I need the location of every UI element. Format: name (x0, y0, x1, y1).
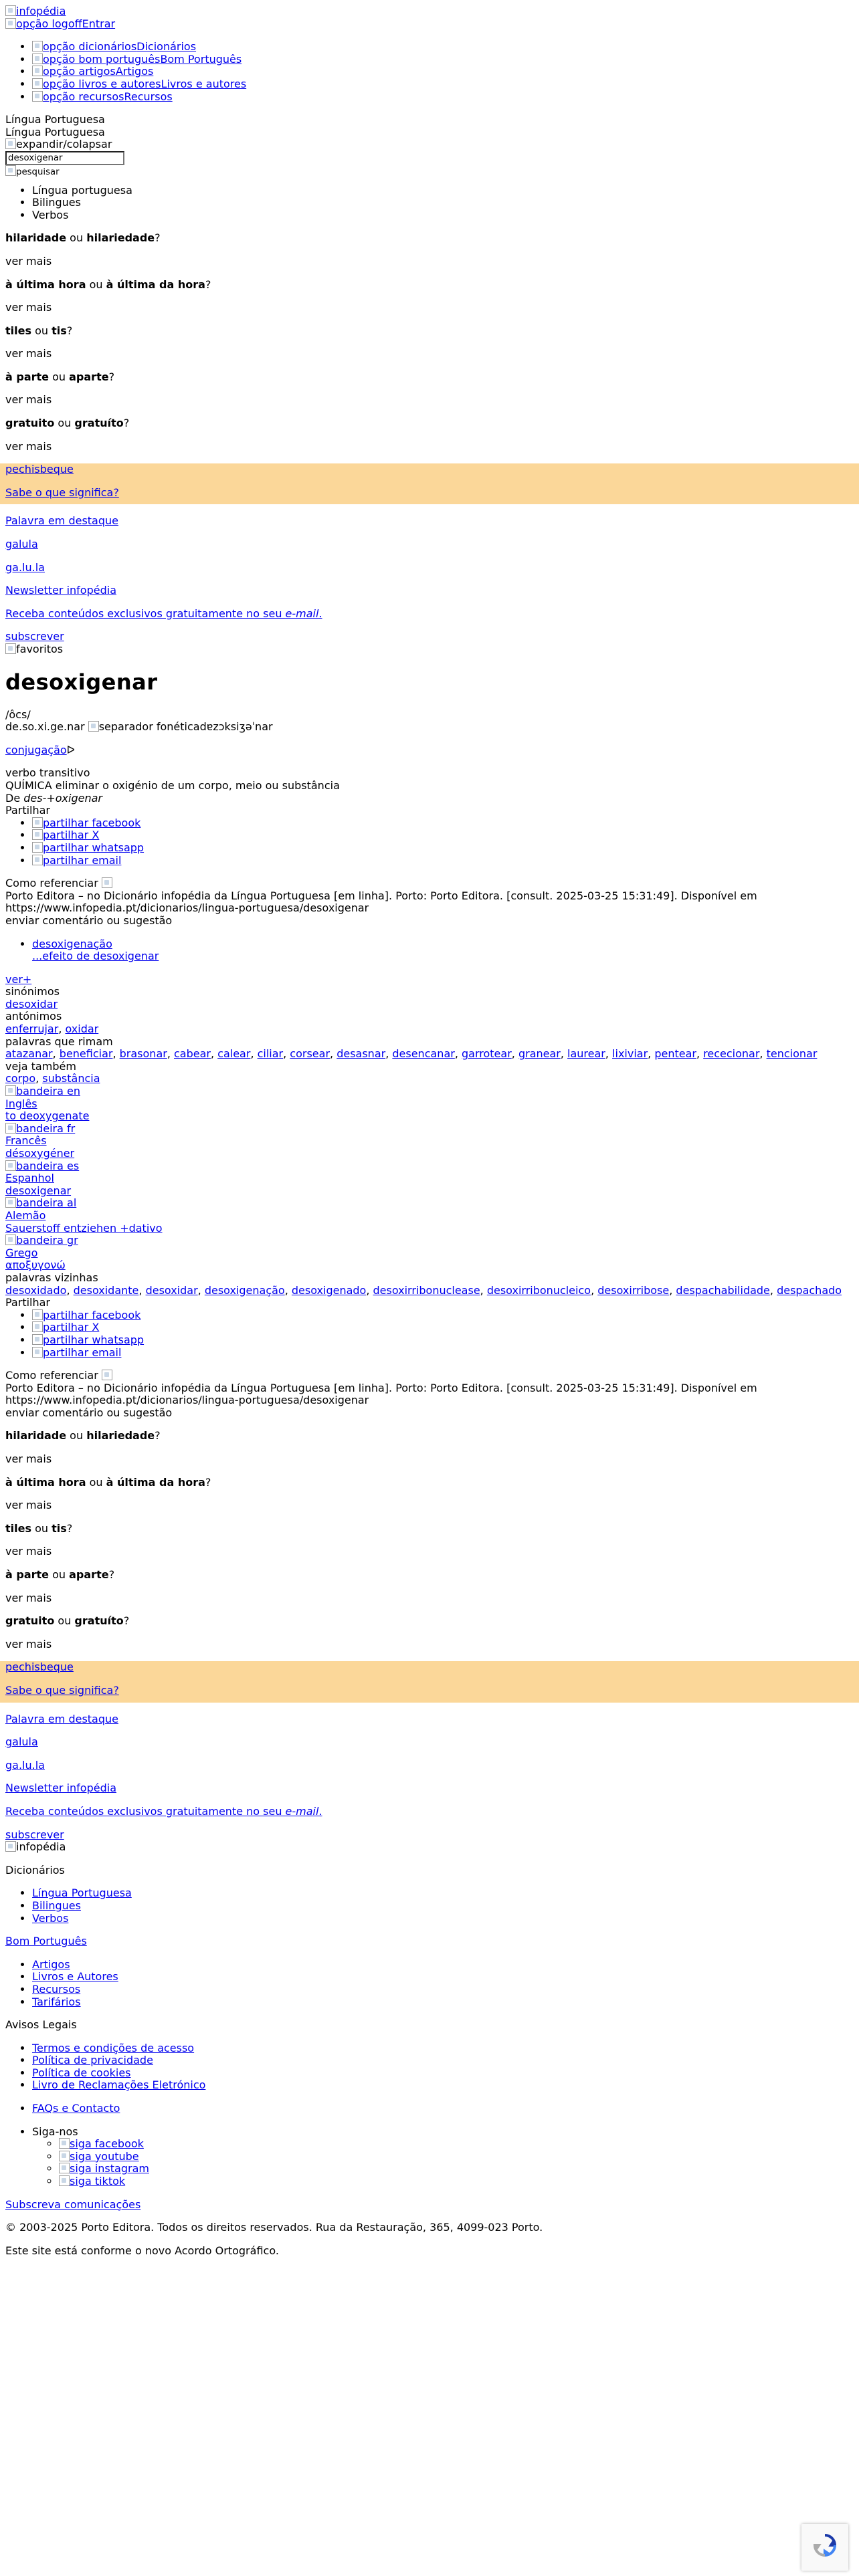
x-icon: partilhar X (32, 829, 99, 841)
synonyms-label: sinónimos (5, 985, 60, 998)
translation-text-en[interactable]: to deoxygenate (5, 1109, 90, 1123)
share-x[interactable] (32, 1321, 99, 1333)
share-email[interactable] (32, 854, 121, 867)
rhyme-link[interactable]: lixiviar (612, 1047, 648, 1061)
footer-logo: infopédia (5, 1840, 66, 1853)
translation-lang-en[interactable]: Inglês (5, 1097, 37, 1110)
quiz-more-button[interactable]: ver mais (5, 1499, 52, 1512)
newsletter-text[interactable]: Receba conteúdos exclusivos gratuitamente no seu e-mail. (5, 1804, 322, 1818)
share-whatsapp[interactable] (32, 1333, 144, 1346)
rhyme-link[interactable]: calear (217, 1047, 251, 1061)
translation-text-fr[interactable]: désoxygéner (5, 1147, 75, 1160)
rhyme-link[interactable]: atazanar (5, 1047, 53, 1061)
share-x[interactable] (32, 829, 99, 841)
quiz-more-button[interactable]: ver mais (5, 393, 52, 407)
footer-link-livros[interactable]: Livros e Autores (32, 1970, 118, 1983)
page-root (5, 0, 854, 2576)
dictionary-selector[interactable]: Língua Portuguesa (5, 113, 105, 126)
book-icon: opção dicionários (32, 40, 136, 53)
subscribe-button[interactable]: subscrever (5, 630, 64, 643)
info-icon (102, 877, 112, 889)
cite-label[interactable]: Como referenciar (5, 877, 854, 890)
translation-flag-al[interactable] (5, 1196, 76, 1209)
footer-link-bom-portugues[interactable]: Bom Português (5, 1935, 87, 1948)
footer-dict-list (5, 1887, 854, 1925)
expand-icon[interactable]: expandir/colapsar (5, 138, 112, 150)
nav-link-recursos[interactable]: opção recursosRecursos (32, 90, 173, 103)
citation-2: Porto Editora – no Dicionário infopédia da Língua Portuguesa [em linha]. Porto: Porto Editora. [consult. 2025-03-25 15:31:49]. Disponível em https://www.infopedia.pt/dicionarios/lingua-portuguesa/desoxigenar (5, 1381, 757, 1407)
quiz-more-button[interactable]: ver mais (5, 254, 52, 267)
nav-item-dicionarios (32, 41, 854, 53)
translation-flag-gr[interactable] (5, 1234, 78, 1247)
translation-flag-es[interactable] (5, 1160, 79, 1172)
subscribe-button[interactable]: subscrever (5, 1828, 64, 1841)
footer-link-lingua[interactable]: Língua Portuguesa (32, 1887, 132, 1900)
quiz-question: gratuito ou gratuíto? (5, 417, 130, 430)
quiz-more-button[interactable]: ver mais (5, 1637, 52, 1650)
favorites-icon[interactable]: favoritos (5, 643, 63, 655)
info-icon (102, 1369, 112, 1382)
footer-link-bilingues[interactable]: Bilingues (32, 1899, 81, 1912)
share-label: Partilhar (5, 804, 50, 817)
see-more-link[interactable]: ver+ (5, 972, 32, 986)
synonym-link[interactable]: desoxidar (5, 997, 58, 1010)
nav-item-recursos (32, 91, 854, 104)
citation: Porto Editora – no Dicionário infopédia da Língua Portuguesa [em linha]. Porto: Porto Editora. [consult. 2025-03-25 15:31:49]. Disponível em https://www.infopedia.pt/dicionarios/lingua-portuguesa/desoxigenar (5, 889, 757, 915)
antonym-link[interactable]: oxidar (65, 1023, 99, 1036)
translation-flag-en[interactable] (5, 1085, 80, 1097)
nav-link-bom-portugues[interactable]: opção bom portuguêsBom Português (32, 53, 242, 66)
rhyme-link[interactable]: beneficiar (59, 1047, 113, 1061)
quiz-question: gratuito ou gratuíto? (5, 1614, 130, 1628)
quiz-more-button[interactable]: ver mais (5, 1591, 52, 1604)
rhymes-label: palavras que rimam (5, 1035, 113, 1048)
neighbor-word-link[interactable]: desoxirribonucleico (486, 1283, 591, 1297)
footer-copyright: © 2003-2025 Porto Editora. Todos os direitos reservados. Rua da Restauração, 365, 4099-023 Porto. (5, 2221, 543, 2234)
quiz-question: à parte ou aparte? (5, 370, 115, 383)
footer-link-reclamacoes[interactable]: Livro de Reclamações Eletrónico (32, 2078, 206, 2092)
see-also-link[interactable]: substância (42, 1072, 100, 1085)
translation-lang-fr[interactable]: Francês (5, 1134, 47, 1148)
newsletter-title[interactable]: Newsletter infopédia (5, 584, 116, 597)
footer-link-tarifarios[interactable]: Tarifários (32, 1995, 81, 2008)
rhyme-link[interactable]: corsear (290, 1047, 330, 1061)
translation-flag-fr[interactable] (5, 1122, 75, 1135)
facebook-icon: partilhar facebook (32, 1309, 140, 1321)
share-facebook[interactable] (32, 817, 140, 829)
challenge-word-link[interactable]: pechisbeque (5, 463, 74, 476)
check-icon: opção bom português (32, 53, 160, 66)
books-icon: opção livros e autores (32, 78, 161, 90)
flag-es-icon: bandeira es (5, 1160, 79, 1172)
footer (5, 1841, 854, 2257)
x-icon: partilhar X (32, 1321, 99, 1333)
translation-lang-es[interactable]: Espanhol (5, 1172, 54, 1185)
definition: QUÍMICA eliminar o oxigénio de um corpo, meio ou substância (5, 778, 340, 792)
follow-facebook[interactable] (59, 2137, 144, 2150)
nav-link-dicionarios[interactable]: opção dicionáriosDicionários (32, 40, 196, 53)
newsletter-text[interactable]: Receba conteúdos exclusivos gratuitamente no seu e-mail. (5, 607, 322, 620)
translation-text-al[interactable]: Sauerstoff entziehen +dativo (5, 1221, 163, 1235)
rhymes-list: atazanar, beneficiar, brasonar, cabear, calear, ciliar, corsear, desasnar, desencanar, garrotear, granear, laurear, lixiviar, pentear, rececionar, tencionar (5, 1047, 818, 1061)
feedback-link[interactable]: enviar comentário ou sugestão (5, 914, 173, 927)
newsletter-title[interactable]: Newsletter infopédia (5, 1782, 116, 1795)
footer-link-faq[interactable]: FAQs e Contacto (32, 2102, 120, 2115)
quiz-more-button[interactable]: ver mais (5, 1453, 52, 1466)
quiz-more-button[interactable]: ver mais (5, 347, 52, 360)
flag-al-icon: bandeira al (5, 1196, 76, 1209)
share-list (5, 817, 854, 867)
dict-option-bilingues[interactable]: • Bilingues (32, 197, 854, 209)
quiz-question: à última hora ou à última da hora? (5, 1475, 211, 1489)
rhyme-link[interactable]: rececionar (703, 1047, 760, 1061)
email-icon: partilhar email (32, 1346, 121, 1359)
challenge-question-link[interactable]: Sabe o que significa? (5, 486, 119, 499)
quiz-question: tiles ou tis? (5, 324, 73, 337)
quiz-question: hilaridade ou hilariedade? (5, 231, 161, 245)
dict-option-verbos[interactable]: • Verbos (32, 209, 854, 222)
search-input[interactable] (5, 151, 124, 165)
dict-option-lingua[interactable]: • Língua portuguesa (32, 185, 854, 197)
quiz-question: à parte ou aparte? (5, 1568, 115, 1582)
feedback-link-2[interactable]: enviar comentário ou sugestão (5, 1406, 173, 1419)
footer-link-privacidade[interactable]: Política de privacidade (32, 2054, 153, 2067)
play-icon[interactable]: ᐅ (66, 743, 75, 756)
flag-en-icon: bandeira en (5, 1085, 80, 1097)
whatsapp-icon: partilhar whatsapp (32, 841, 144, 854)
dictionary-options (5, 185, 854, 222)
quiz-more-button[interactable]: ver mais (5, 1545, 52, 1558)
neighbors-label: palavras vizinhas (5, 1271, 98, 1284)
cite-label-2[interactable]: Como referenciar (5, 1370, 854, 1382)
rhyme-link[interactable]: granear (518, 1047, 561, 1061)
featured-word-label[interactable]: Palavra em destaque (5, 514, 118, 528)
conjugation-link[interactable]: conjugação (5, 743, 67, 756)
featured-word-label[interactable]: Palavra em destaque (5, 1712, 118, 1725)
challenge-question-link[interactable]: Sabe o que significa? (5, 1684, 119, 1697)
share-whatsapp[interactable] (32, 841, 144, 854)
youtube-icon: siga youtube (59, 2150, 139, 2163)
follow-youtube[interactable] (59, 2150, 139, 2163)
quiz-more-button[interactable]: ver mais (5, 301, 52, 314)
footer-faq-list (5, 2103, 854, 2115)
recaptcha-badge[interactable] (801, 2524, 848, 2571)
footer-agreement: Este site está conforme o novo Acordo Ortográfico. (5, 2244, 279, 2257)
neighbor-word-link[interactable]: desoxigenado (291, 1283, 367, 1297)
translation-lang-gr[interactable]: Grego (5, 1246, 38, 1259)
related-term-description[interactable]: ...efeito de desoxigenar (32, 950, 159, 963)
entry: favoritos desoxigenar /ôcs/ de.so.xi.ge.nar separador fonéticadɐzɔksiʒəˈnar conjugaçãoᐅ verbo transitivo QUÍMICA eliminar o oxigénio de um corpo, meio ou substância De des-+oxigenar Partilhar • partilhar facebook • partilhar X • partilhar whatsapp • partilhar email Como referenciar Porto Editora – no Dicionário infopédia da Língua Portuguesa [em linha]. Porto: Porto Editora. [consult. 2025-03-25 15:31:49]. Disponível em https://www.infopedia.pt/dicionarios/lingua-portuguesa/desoxigenar enviar comentário ou sugestão • desoxigenação ...efeito de desoxigenar ver+ sinónimos desoxidar antónimos enferrujar, oxidar palavras que rimam atazanar, beneficiar, brasonar, cabear, calear, ciliar, corsear, desasnar, desencanar, garrotear, granear, laurear, lixiviar, pentear, rececionar, tencionar veja também corpo, substância bandeira en Inglês to deoxygenate bandeira fr Francês désoxygéner bandeira es Espanhol desoxigenar bandeira al Alemão Sauerstoff entziehen +dativo bandeira gr Grego αποξυγονώ palavras vizinhas desoxidado, desoxidante, desoxidar, desoxigenação, desoxigenado, desoxirribonuclease, desoxirribonucleico, desoxirribose, despachabilidade, despachado Partilhar • partilhar facebook • partilhar X • partilhar whatsapp • partilhar email Como referenciar Porto Editora – no Dicionário infopédia da Língua Portuguesa [em linha]. Porto: Porto Editora. [consult. 2025-03-25 15:31:49]. Disponível em https://www.infopedia.pt/dicionarios/lingua-portuguesa/desoxigenar enviar comentário ou sugestão (5, 643, 854, 1419)
user-icon: opção logoff (5, 17, 82, 30)
entry-term: desoxigenar (5, 669, 158, 695)
footer-more-list (5, 1959, 854, 2008)
see-also-link[interactable]: corpo (5, 1072, 36, 1085)
flag-fr-icon: bandeira fr (5, 1122, 75, 1135)
neighbor-word-link[interactable]: desoxidar (145, 1283, 198, 1297)
article-icon: opção artigos (32, 65, 116, 78)
rhyme-link[interactable]: cabear (174, 1047, 211, 1061)
logo-link[interactable] (5, 5, 66, 17)
translations (5, 1085, 854, 1272)
flag-gr-icon: bandeira gr (5, 1234, 78, 1247)
facebook-icon: partilhar facebook (32, 817, 140, 829)
tiktok-icon: siga tiktok (59, 2175, 125, 2187)
neighbor-word-link[interactable]: desoxidante (73, 1283, 139, 1297)
header (5, 5, 854, 221)
rhyme-link[interactable]: laurear (567, 1047, 605, 1061)
footer-social-list (5, 2126, 854, 2188)
login-label: Entrar (82, 17, 116, 30)
footer-link-recursos[interactable]: Recursos (32, 1982, 81, 1996)
quiz-more-button[interactable]: ver mais (5, 439, 52, 453)
pronunciation: de.so.xi.ge.nar separador fonéticadɐzɔksiʒəˈnar (5, 720, 273, 734)
neighbor-word-link[interactable]: despachado (777, 1283, 842, 1297)
nav-item-bom-portugues (32, 53, 854, 66)
neighbor-word-link[interactable]: desoxigenação (204, 1283, 285, 1297)
rhyme-link[interactable]: pentear (654, 1047, 696, 1061)
nav-item-artigos (32, 66, 854, 78)
translation-lang-al[interactable]: Alemão (5, 1208, 46, 1222)
rhyme-link[interactable]: desencanar (392, 1047, 455, 1061)
share-email[interactable] (32, 1346, 121, 1359)
footer-legal-list (5, 2042, 854, 2092)
email-icon: partilhar email (32, 854, 121, 867)
featured-word-syllables[interactable]: ga.lu.la (5, 560, 45, 574)
neighbor-word-link[interactable]: desoxirribonuclease (373, 1283, 480, 1297)
share-label-2: Partilhar (5, 1296, 50, 1309)
facebook-icon: siga facebook (59, 2137, 144, 2150)
footer-link-cookies[interactable]: Política de cookies (32, 2066, 131, 2079)
related-list (5, 938, 854, 963)
neighbor-word-link[interactable]: desoxidado (5, 1283, 67, 1297)
rhyme-link[interactable]: ciliar (257, 1047, 284, 1061)
nav-link-artigos[interactable]: opção artigosArtigos (32, 65, 153, 78)
footer-legal-title: Avisos Legais (5, 2018, 77, 2032)
separator-icon: separador fonética (88, 720, 200, 733)
quiz-question: à última hora ou à última da hora? (5, 278, 211, 291)
neighbors-list: desoxidado, desoxidante, desoxidar, desoxigenação, desoxigenado, desoxirribonuclease, desoxirribonucleico, desoxirribose, despachabilidade, despachado (5, 1283, 842, 1297)
antonym-link[interactable]: enferrujar (5, 1023, 59, 1036)
word-challenge-banner-2 (0, 1661, 859, 1702)
grammar-category: verbo transitivo (5, 766, 90, 780)
footer-subscribe-link[interactable]: Subscreva comunicações (5, 2197, 141, 2211)
related-term[interactable]: desoxigenação (32, 937, 112, 950)
main-nav (5, 41, 854, 103)
phonetic-short: /ôcs/ (5, 708, 31, 721)
follow-instagram[interactable] (59, 2162, 149, 2175)
footer-link-verbos[interactable]: Verbos (32, 1911, 69, 1925)
translation-text-es[interactable]: desoxigenar (5, 1184, 72, 1197)
quiz-list-2 (5, 1430, 854, 1650)
quiz-question: tiles ou tis? (5, 1521, 73, 1535)
search-icon[interactable]: pesquisar (5, 167, 60, 177)
challenge-word-link[interactable]: pechisbeque (5, 1660, 74, 1674)
logo-image: infopédia (5, 5, 66, 17)
word-challenge-banner (0, 463, 859, 504)
featured-word[interactable]: galula (5, 1735, 38, 1749)
footer-dict-title: Dicionários (5, 1863, 65, 1876)
nav-item-livros (32, 78, 854, 91)
quiz-list (5, 232, 854, 453)
share-facebook[interactable] (32, 1309, 140, 1321)
rhyme-link[interactable]: desasnar (337, 1047, 386, 1061)
rhyme-link[interactable]: tencionar (766, 1047, 818, 1061)
footer-follow-label: Siga-nos (32, 2125, 78, 2138)
resources-icon: opção recursos (32, 90, 124, 103)
dictionary-selector-mobile[interactable]: Língua Portuguesa (5, 125, 105, 138)
nav-link-livros[interactable]: opção livros e autoresLivros e autores (32, 78, 246, 90)
featured-word[interactable]: galula (5, 538, 38, 551)
follow-tiktok[interactable] (59, 2175, 125, 2187)
neighbor-word-link[interactable]: despachabilidade (676, 1283, 770, 1297)
etymology: De des-+oxigenar (5, 791, 102, 804)
translation-text-gr[interactable]: αποξυγονώ (5, 1259, 66, 1272)
login-link[interactable] (5, 17, 115, 30)
quiz-question: hilaridade ou hilariedade? (5, 1429, 161, 1442)
rhyme-link[interactable]: brasonar (119, 1047, 167, 1061)
featured-word-syllables[interactable]: ga.lu.la (5, 1758, 45, 1772)
footer-link-termos[interactable]: Termos e condições de acesso (32, 2041, 195, 2054)
instagram-icon: siga instagram (59, 2162, 149, 2175)
antonyms-label: antónimos (5, 1010, 62, 1023)
share-list-2 (5, 1309, 854, 1359)
neighbor-word-link[interactable]: desoxirribose (597, 1283, 670, 1297)
rhyme-link[interactable]: garrotear (462, 1047, 512, 1061)
recaptcha-icon (813, 2533, 837, 2557)
see-also-label: veja também (5, 1059, 76, 1073)
footer-link-artigos[interactable]: Artigos (32, 1957, 70, 1971)
whatsapp-icon: partilhar whatsapp (32, 1333, 144, 1346)
